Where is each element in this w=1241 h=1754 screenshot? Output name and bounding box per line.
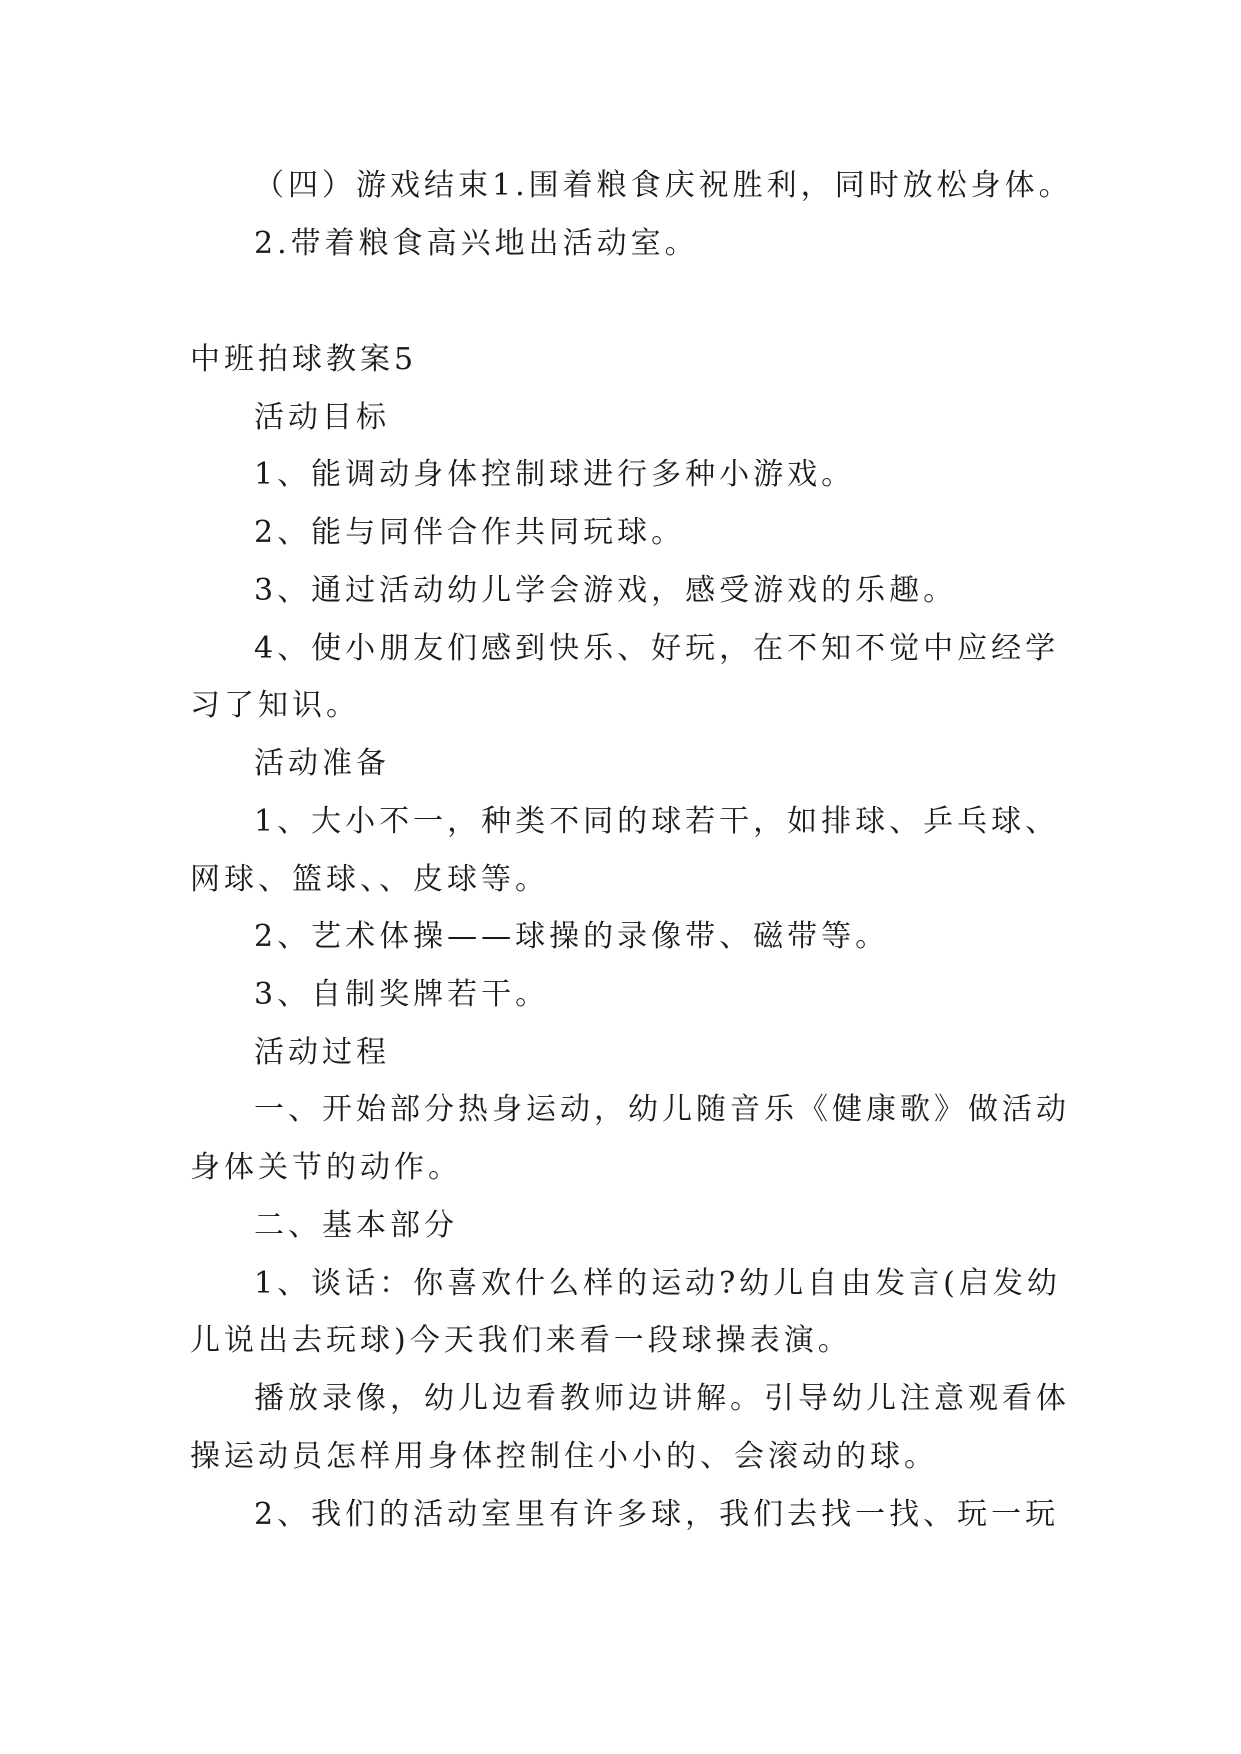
subheading-process: 活动过程: [254, 1035, 390, 1070]
text-line-7: 3、通过活动幼儿学会游戏，感受游戏的乐趣。: [254, 573, 958, 608]
text-line-5: 1、能调动身体控制球进行多种小游戏。: [254, 457, 856, 492]
text-line-12: 网球、篮球、、皮球等。: [190, 862, 549, 897]
text-line-16: 一、开始部分热身运动，幼儿随音乐《健康歌》做活动: [254, 1092, 1070, 1127]
text-line-6: 2、能与同伴合作共同玩球。: [254, 515, 686, 550]
text-line-17: 身体关节的动作。: [190, 1150, 462, 1185]
text-line-20: 儿说出去玩球)今天我们来看一段球操表演。: [190, 1323, 852, 1358]
text-line-8: 4、使小朋友们感到快乐、好玩，在不知不觉中应经学: [254, 631, 1060, 666]
section-heading: 中班拍球教案5: [190, 342, 418, 377]
text-line-1: （四）游戏结束1.围着粮食庆祝胜利，同时放松身体。: [254, 168, 1073, 203]
text-line-2: 2.带着粮食高兴地出活动室。: [254, 226, 699, 261]
text-line-18: 二、基本部分: [254, 1208, 458, 1243]
text-line-13: 2、艺术体操——球操的录像带、磁带等。: [254, 919, 890, 954]
text-line-9: 习了知识。: [190, 688, 360, 723]
text-line-22: 操运动员怎样用身体控制住小小的、会滚动的球。: [190, 1439, 938, 1474]
text-line-11: 1、大小不一，种类不同的球若干，如排球、乒乓球、: [254, 804, 1060, 839]
subheading-goals: 活动目标: [254, 400, 390, 435]
subheading-preparation: 活动准备: [254, 746, 390, 781]
text-line-14: 3、自制奖牌若干。: [254, 977, 550, 1012]
text-line-23: 2、我们的活动室里有许多球，我们去找一找、玩一玩: [254, 1497, 1060, 1532]
text-line-21: 播放录像，幼儿边看教师边讲解。引导幼儿注意观看体: [254, 1381, 1070, 1416]
text-line-19: 1、谈话：你喜欢什么样的运动?幼儿自由发言(启发幼: [254, 1266, 1061, 1301]
